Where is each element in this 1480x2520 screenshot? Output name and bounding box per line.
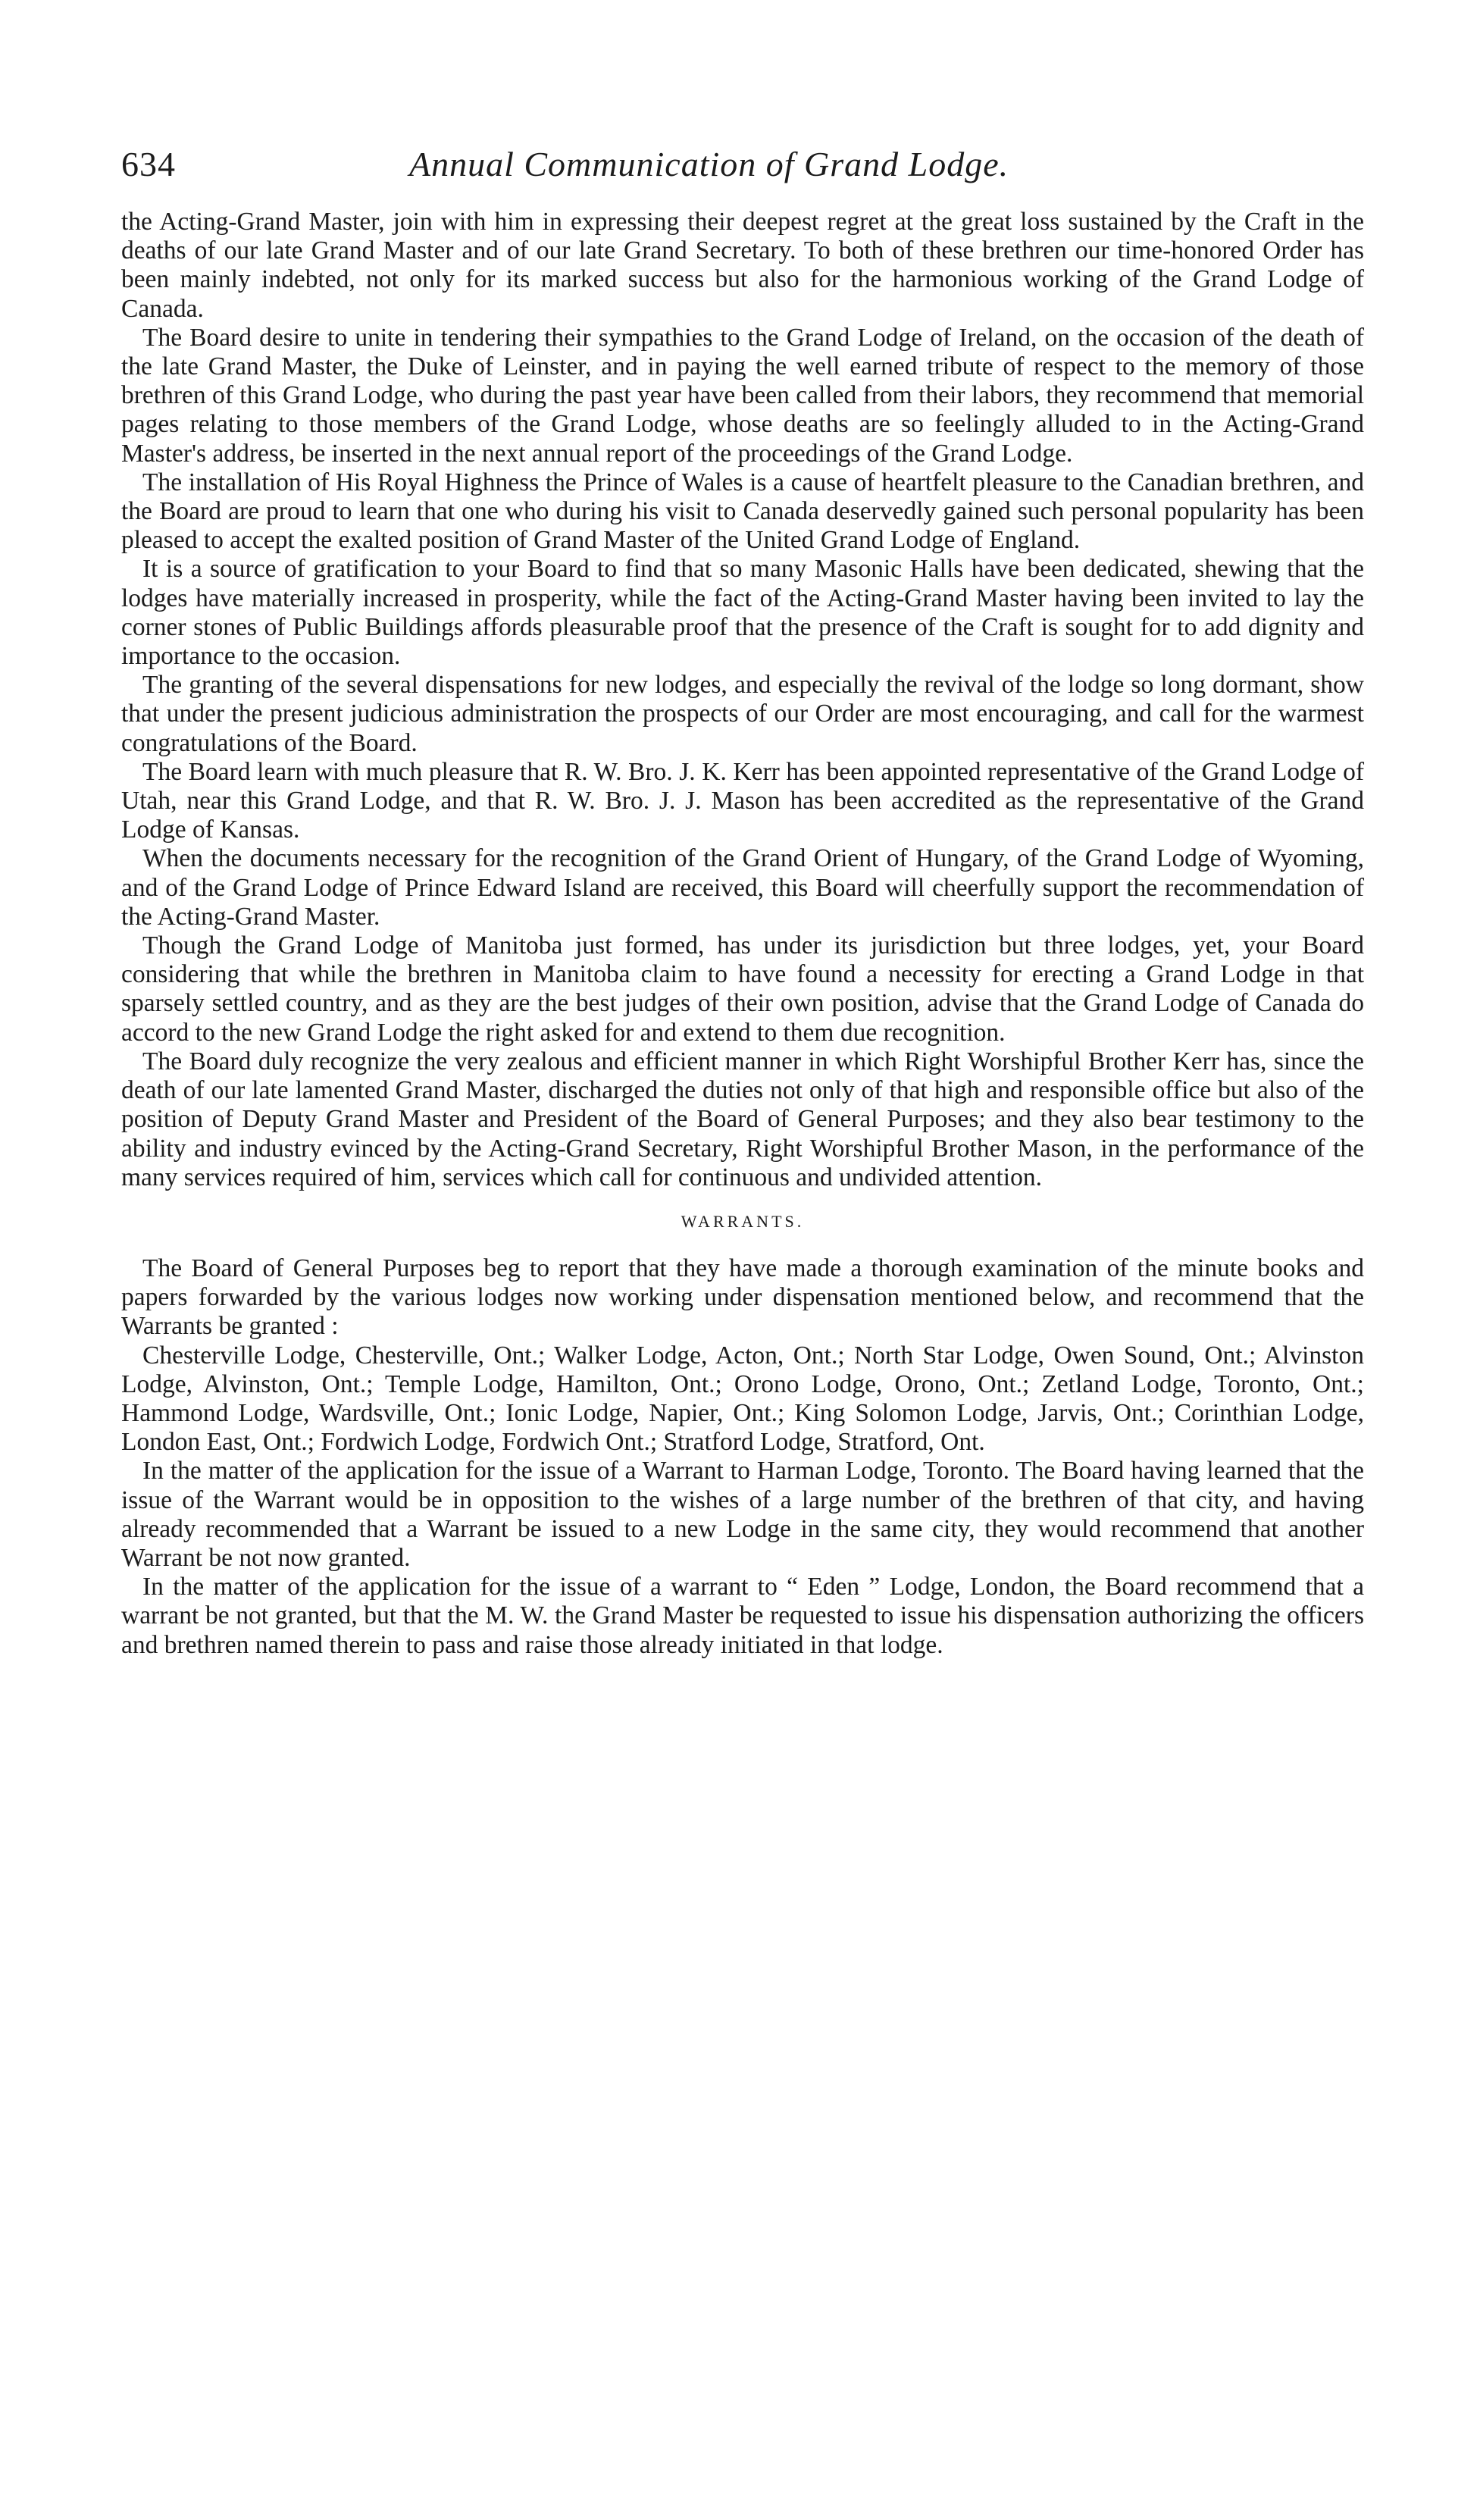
running-head — [121, 144, 1364, 197]
paragraph: It is a source of gratification to your Board to find that so many Masonic Halls have been dedicated, shewing that the lodges have materially increased in prosperity, while the fact of the Acting-Grand Master having been invited to lay the corner stones of Public Buildings affords pleasurable proof that the presence of the Craft is sought for to add dignity and importance to the occasion. — [121, 555, 1364, 671]
paragraph: The granting of the several dispensations for new lodges, and especially the revival of the lodge so long dormant, show that under the present judicious administration the prospects of our Order are most encouraging, and call for the warmest congratulations of the Board. — [121, 671, 1364, 757]
paragraph: The installation of His Royal Highness the Prince of Wales is a cause of heartfelt pleasure to the Canadian brethren, and the Board are proud to learn that one who during his visit to Canada deservedly gained such personal popularity has been pleased to accept the exalted position of Grand Master of the United Grand Lodge of England. — [121, 468, 1364, 555]
paragraph: The Board duly recognize the very zealous and efficient manner in which Right Worshipful Brother Kerr has, since the death of our late lamented Grand Master, discharged the duties not only of that high and responsible office but also of the position of Deputy Grand Master and President of the Board of General Purposes; and they also bear testimony to the ability and industry evinced by the Acting-Grand Secretary, Right Worshipful Brother Mason, in the performance of the many services required of him, services which call for continuous and undivided attention. — [121, 1047, 1364, 1191]
running-title: Annual Communication of Grand Lodge. — [409, 145, 1009, 183]
paragraph: When the documents necessary for the recognition of the Grand Orient of Hungary, of the Grand Lodge of Wyoming, and of the Grand Lodge of Prince Edward Island are received, this Board will cheerfully support the recommendation of the Acting-Grand Master. — [121, 844, 1364, 931]
paragraph: The Board desire to unite in tendering their sympathies to the Grand Lodge of Ireland, on the occasion of the death of the late Grand Master, the Duke of Leinster, and in paying the well earned tribute of respect to the memory of those brethren of this Grand Lodge, who during the past year have been called from their labors, they recommend that memorial pages relating to those members of the Grand Lodge, whose deaths are so feelingly alluded to in the Acting-Grand Master's address, be inserted in the next annual report of the proceedings of the Grand Lodge. — [121, 323, 1365, 468]
body-text — [121, 208, 1364, 1660]
paragraph: Though the Grand Lodge of Manitoba just formed, has under its jurisdiction but three lodges, yet, your Board considering that while the brethren in Manitoba claim to have found a necessity for erecting a Grand Lodge in that sparsely settled country, and as they are the best judges of their own position, advise that the Grand Lodge of Canada do accord to the new Grand Lodge the right asked for and extend to them due recognition. — [121, 931, 1364, 1047]
document-page — [121, 144, 1364, 1660]
section-heading-warrants: WARRANTS. — [681, 1211, 805, 1231]
lodge-list-paragraph: Chesterville Lodge, Chesterville, Ont.; Walker Lodge, Acton, Ont.; North Star Lodge, Owen Sound, Ont.; Alvinston Lodge, Alvinston, Ont.; Temple Lodge, Hamilton, Ont.; Orono Lodge, Orono, Ont.; Zetland Lodge, Toronto, Ont.; Hammond Lodge, Wardsville, Ont.; Ionic Lodge, Napier, Ont.; King Solomon Lodge, Jarvis, Ont.; Corinthian Lodge, London East, Ont.; Fordwich Lodge, Fordwich Ont.; Stratford Lodge, Stratford, Ont. — [121, 1341, 1364, 1457]
paragraph: In the matter of the application for the issue of a Warrant to Harman Lodge, Toronto. The Board having learned that the issue of the Warrant would be in opposition to the wishes of a large number of the brethren of that city, and having already recommended that a Warrant be issued to a new Lodge in the same city, they would recommend that another Warrant be not now granted. — [121, 1457, 1364, 1572]
paragraph: In the matter of the application for the issue of a warrant to “ Eden ” Lodge, London, the Board recommend that a warrant be not granted, but that the M. W. the Grand Master be requested to issue his dispensation authorizing the officers and brethren named therein to pass and raise those already initiated in that lodge. — [121, 1573, 1364, 1659]
page-number: 634 — [121, 145, 176, 183]
paragraph: The Board learn with much pleasure that R. W. Bro. J. K. Kerr has been appointed representative of the Grand Lodge of Utah, near this Grand Lodge, and that R. W. Bro. J. J. Mason has been accredited as the representative of the Grand Lodge of Kansas. — [121, 757, 1364, 844]
paragraph: The Board of General Purposes beg to report that they have made a thorough examination of the minute books and papers forwarded by the various lodges now working under dispensation mentioned below, and recommend that the Warrants be granted : — [121, 1254, 1364, 1341]
paragraph: the Acting-Grand Master, join with him in expressing their deepest regret at the great loss sustained by the Craft in the deaths of our late Grand Master and of our late Grand Secretary. To both of these brethren our time-honored Order has been mainly indebted, not only for its marked success but also for the harmonious working of the Grand Lodge of Canada. — [121, 208, 1364, 323]
